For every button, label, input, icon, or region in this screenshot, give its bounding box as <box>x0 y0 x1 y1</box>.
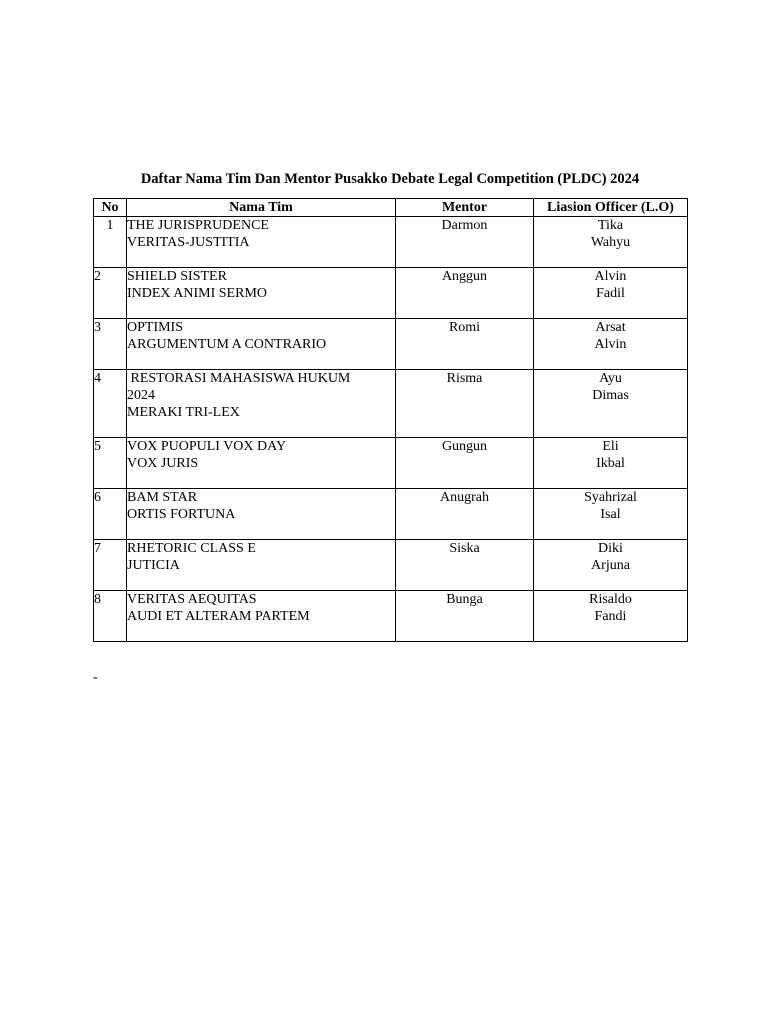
liaison-officer: Isal <box>600 507 621 522</box>
liaison-officers <box>534 319 688 370</box>
row-number: 8 <box>94 591 127 642</box>
team-name: THE JURISPRUDENCE <box>127 218 269 233</box>
liaison-officers <box>534 370 688 438</box>
header-no: No <box>94 199 127 217</box>
team-name: INDEX ANIMI SERMO <box>127 286 267 301</box>
liaison-officers <box>534 217 688 268</box>
mentor-name: Anggun <box>396 268 534 319</box>
liaison-officer: Syahrizal <box>584 490 637 505</box>
table-row <box>94 217 688 268</box>
team-names <box>127 319 396 370</box>
liaison-officers <box>534 268 688 319</box>
row-number: 7 <box>94 540 127 591</box>
team-names <box>127 268 396 319</box>
liaison-officer: Alvin <box>594 337 627 352</box>
liaison-officers <box>534 540 688 591</box>
liaison-officer: Eli <box>602 439 619 454</box>
liaison-officer: Wahyu <box>590 235 631 250</box>
team-name: RHETORIC CLASS E <box>127 541 256 556</box>
mentor-name: Gungun <box>396 438 534 489</box>
table-row <box>94 268 688 319</box>
mentor-name: Darmon <box>396 217 534 268</box>
liaison-officer: Ayu <box>599 371 622 386</box>
liaison-officer: Fandi <box>594 609 627 624</box>
table-row <box>94 540 688 591</box>
header-nama-tim: Nama Tim <box>127 199 396 217</box>
mentor-name: Anugrah <box>396 489 534 540</box>
table-row <box>94 489 688 540</box>
table-row <box>94 438 688 489</box>
row-number: 5 <box>94 438 127 489</box>
team-names <box>127 217 396 268</box>
team-names <box>127 489 396 540</box>
team-name: OPTIMIS <box>127 320 184 335</box>
mentor-name: Bunga <box>396 591 534 642</box>
team-names <box>127 370 396 438</box>
team-name: JUTICIA <box>127 558 180 573</box>
table-header-row <box>94 199 688 217</box>
mentor-name: Romi <box>396 319 534 370</box>
liaison-officer: Dimas <box>592 388 629 403</box>
table-row <box>94 319 688 370</box>
team-name: AUDI ET ALTERAM PARTEM <box>127 609 310 624</box>
row-number: 3 <box>94 319 127 370</box>
liaison-officer: Ikbal <box>596 456 625 471</box>
team-name: VERITAS AEQUITAS <box>127 592 257 607</box>
footer-dash: - <box>93 670 98 685</box>
liaison-officer: Arjuna <box>591 558 630 573</box>
team-name: 2024 <box>127 388 155 403</box>
team-names <box>127 540 396 591</box>
teams-table <box>93 198 688 642</box>
team-name: MERAKI TRI-LEX <box>127 405 240 420</box>
row-number: 2 <box>94 268 127 319</box>
team-name: SHIELD SISTER <box>127 269 227 284</box>
team-names <box>127 591 396 642</box>
team-name: RESTORASI MAHASISWA HUKUM <box>127 371 351 386</box>
liaison-officer: Tika <box>597 218 624 233</box>
liaison-officer: Arsat <box>595 320 626 335</box>
table-row <box>94 370 688 438</box>
team-name: VOX JURIS <box>127 456 199 471</box>
team-name: BAM STAR <box>127 490 198 505</box>
row-number: 6 <box>94 489 127 540</box>
header-liaison-officer: Liasion Officer (L.O) <box>534 199 688 217</box>
header-mentor: Mentor <box>396 199 534 217</box>
liaison-officers <box>534 438 688 489</box>
row-number: 1 <box>94 217 127 268</box>
team-names <box>127 438 396 489</box>
liaison-officer: Fadil <box>596 286 625 301</box>
liaison-officers <box>534 591 688 642</box>
mentor-name: Risma <box>396 370 534 438</box>
liaison-officer: Alvin <box>594 269 627 284</box>
mentor-name: Siska <box>396 540 534 591</box>
liaison-officer: Risaldo <box>589 592 632 607</box>
team-name: ORTIS FORTUNA <box>127 507 236 522</box>
liaison-officers <box>534 489 688 540</box>
team-name: VERITAS-JUSTITIA <box>127 235 250 250</box>
team-name: VOX PUOPULI VOX DAY <box>127 439 287 454</box>
liaison-officer: Diki <box>598 541 623 556</box>
row-number: 4 <box>94 370 127 438</box>
team-name: ARGUMENTUM A CONTRARIO <box>127 337 327 352</box>
page-title: Daftar Nama Tim Dan Mentor Pusakko Debate Legal Competition (PLDC) 2024 <box>140 171 640 187</box>
table-row <box>94 591 688 642</box>
